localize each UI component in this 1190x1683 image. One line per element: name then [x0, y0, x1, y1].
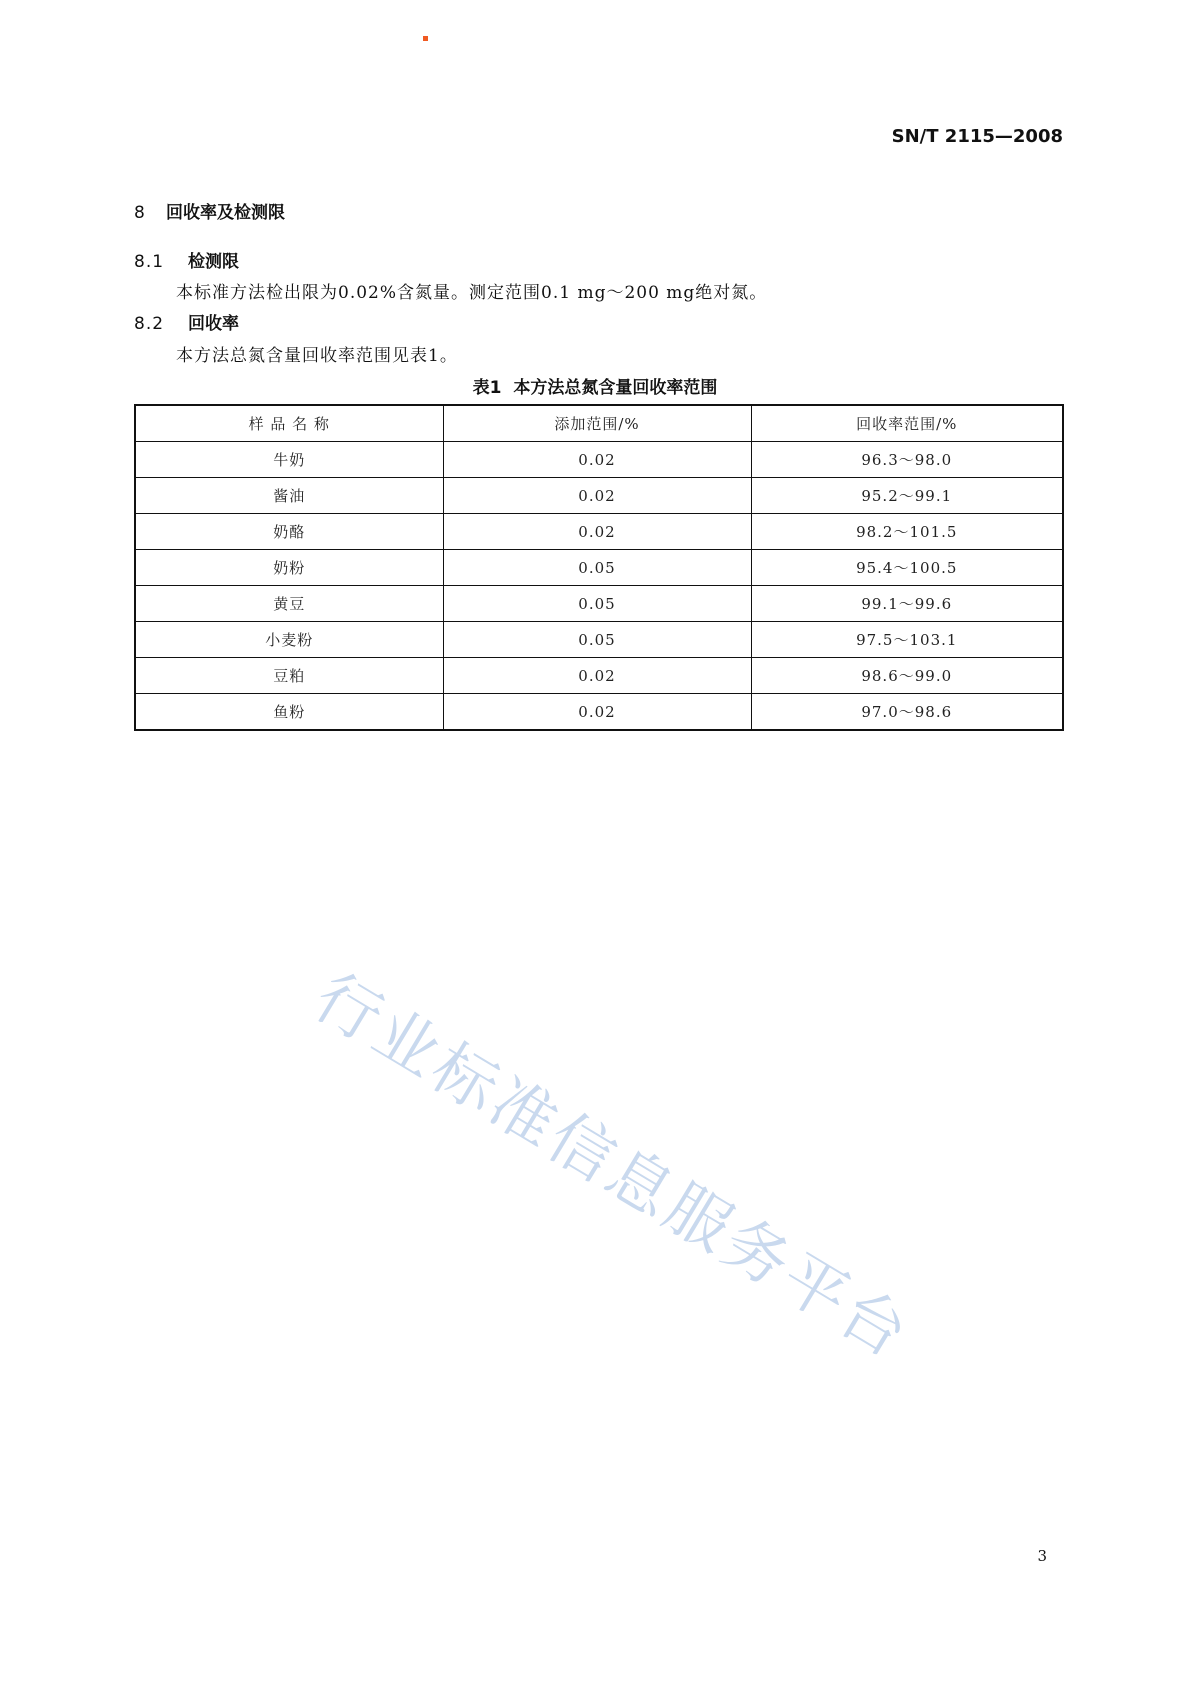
table-row [135, 478, 1063, 514]
subsection-heading-8-1 [134, 247, 239, 272]
column-header-sample: 样 品 名 称 [135, 405, 443, 442]
table-row [135, 622, 1063, 658]
column-header-added-range: 添加范围/% [443, 405, 751, 442]
recovery-range-cell: 98.6～99.0 [751, 658, 1063, 694]
subsection-title: 检测限 [188, 252, 239, 272]
added-range-cell: 0.02 [443, 442, 751, 478]
section-title: 回收率及检测限 [166, 203, 285, 223]
added-range-cell: 0.02 [443, 658, 751, 694]
sample-name-cell: 牛奶 [135, 442, 443, 478]
sample-name-cell: 奶酪 [135, 514, 443, 550]
subsection-number: 8.1 [134, 252, 165, 272]
table-row [135, 694, 1063, 731]
orange-page-mark [423, 36, 428, 41]
sample-name-cell: 鱼粉 [135, 694, 443, 731]
sample-name-cell: 小麦粉 [135, 622, 443, 658]
recovery-range-cell: 98.2～101.5 [751, 514, 1063, 550]
recovery-range-cell: 95.4～100.5 [751, 550, 1063, 586]
added-range-cell: 0.05 [443, 622, 751, 658]
recovery-range-cell: 96.3～98.0 [751, 442, 1063, 478]
table-header-row [135, 405, 1063, 442]
recovery-range-cell: 97.5～103.1 [751, 622, 1063, 658]
recovery-paragraph: 本方法总氮含量回收率范围见表1。 [176, 346, 458, 366]
table-caption: 表1 本方法总氮含量回收率范围 [472, 378, 718, 398]
watermark-text: 行业标准信息服务平台 [301, 960, 923, 1374]
added-range-cell: 0.02 [443, 514, 751, 550]
subsection-heading-8-2 [134, 309, 239, 334]
recovery-range-cell: 95.2～99.1 [751, 478, 1063, 514]
document-code: SN/T 2115—2008 [891, 126, 1063, 147]
added-range-cell: 0.02 [443, 478, 751, 514]
column-header-recovery-range: 回收率范围/% [751, 405, 1063, 442]
recovery-range-cell: 99.1～99.6 [751, 586, 1063, 622]
recovery-table [134, 404, 1064, 731]
recovery-range-cell: 97.0～98.6 [751, 694, 1063, 731]
table-row [135, 442, 1063, 478]
added-range-cell: 0.05 [443, 550, 751, 586]
sample-name-cell: 豆粕 [135, 658, 443, 694]
subsection-number: 8.2 [134, 314, 165, 334]
page-number: 3 [1037, 1547, 1047, 1565]
table-row [135, 586, 1063, 622]
table-row [135, 658, 1063, 694]
detection-limit-paragraph: 本标准方法检出限为0.02%含氮量。测定范围0.1 mg～200 mg绝对氮。 [176, 283, 768, 303]
sample-name-cell: 奶粉 [135, 550, 443, 586]
subsection-title: 回收率 [188, 314, 239, 334]
sample-name-cell: 酱油 [135, 478, 443, 514]
table-row [135, 550, 1063, 586]
watermark [300, 940, 980, 1400]
added-range-cell: 0.05 [443, 586, 751, 622]
section-number: 8 [134, 203, 146, 223]
sample-name-cell: 黄豆 [135, 586, 443, 622]
table-row [135, 514, 1063, 550]
section-heading [134, 198, 285, 223]
added-range-cell: 0.02 [443, 694, 751, 731]
